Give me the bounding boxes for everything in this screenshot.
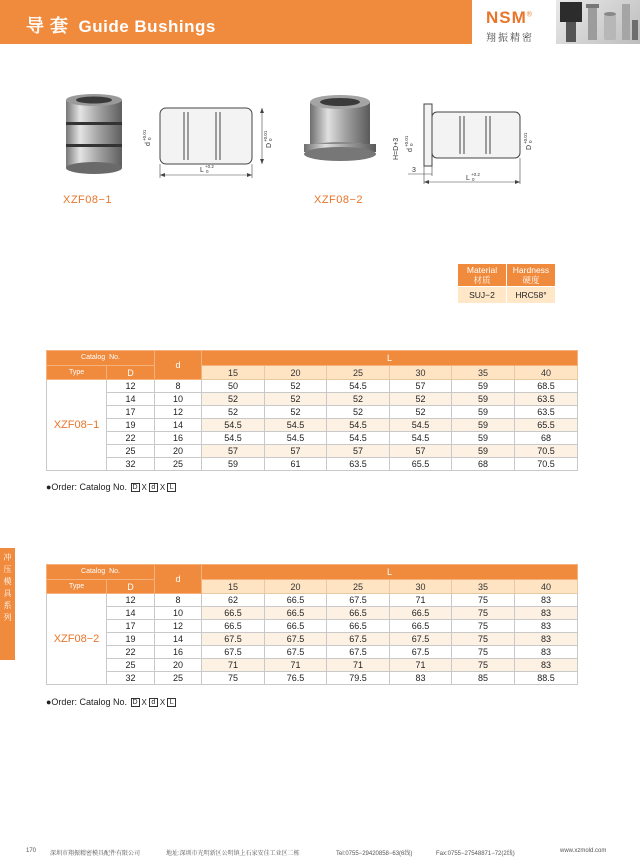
value-cell: 52 xyxy=(265,393,327,406)
side-tab-char: 系 xyxy=(3,601,12,610)
order-x: X xyxy=(159,483,166,492)
value-cell: 54.5 xyxy=(390,419,452,432)
value-cell: 57 xyxy=(265,445,327,458)
order-label: ●Order: xyxy=(46,697,77,707)
L-header: L xyxy=(202,351,578,366)
d-cell: 20 xyxy=(155,445,202,458)
value-cell: 83 xyxy=(515,607,578,620)
value-cell: 52 xyxy=(202,406,265,419)
D-cell: 25 xyxy=(107,659,155,672)
bushing-xzf08-1-drawing xyxy=(138,98,278,186)
value-cell: 63.5 xyxy=(515,406,578,419)
value-cell: 57 xyxy=(327,445,390,458)
value-cell: 54.5 xyxy=(202,419,265,432)
no-label: No. xyxy=(109,354,120,361)
table-row xyxy=(47,646,578,659)
logo-text: NSM xyxy=(486,8,527,27)
value-cell: 71 xyxy=(390,594,452,607)
value-cell: 71 xyxy=(327,659,390,672)
value-cell: 63.5 xyxy=(515,393,578,406)
type-name-cell: XZF08−1 xyxy=(47,380,107,471)
spec-material-header xyxy=(458,264,507,287)
value-cell: 88.5 xyxy=(515,672,578,685)
d-cell: 8 xyxy=(155,594,202,607)
footer-address: 地址:深圳市光明新区公明镇上石家安佳工业区二栋 xyxy=(166,851,300,857)
value-cell: 52 xyxy=(202,393,265,406)
table-row xyxy=(47,594,578,607)
value-cell: 57 xyxy=(390,445,452,458)
d-cell: 16 xyxy=(155,432,202,445)
header-bar xyxy=(0,0,472,44)
value-cell: 52 xyxy=(327,406,390,419)
value-cell: 54.5 xyxy=(390,432,452,445)
drawing2-L-label: L xyxy=(466,175,470,182)
spec-hardness-header xyxy=(507,264,556,287)
L-value-header: 15 xyxy=(202,580,265,594)
value-cell: 67.5 xyxy=(390,633,452,646)
value-cell: 54.5 xyxy=(265,419,327,432)
d-cell: 25 xyxy=(155,672,202,685)
spec-hardness-en: Hardness xyxy=(512,265,550,275)
value-cell: 71 xyxy=(265,659,327,672)
table-row xyxy=(47,659,578,672)
catalog-no-header xyxy=(47,351,155,366)
order-L-box: L xyxy=(167,483,176,492)
drawing2-flange-label: 3 xyxy=(412,167,416,174)
spec-material-value: SUJ−2 xyxy=(458,287,507,304)
value-cell: 54.5 xyxy=(327,432,390,445)
order-format-2 xyxy=(46,697,177,707)
drawing2-d-label: d xyxy=(407,148,414,152)
value-cell: 52 xyxy=(265,380,327,393)
value-cell: 65.5 xyxy=(515,419,578,432)
side-tab-text xyxy=(0,552,15,624)
value-cell: 54.5 xyxy=(265,432,327,445)
value-cell: 59 xyxy=(452,432,515,445)
order-x: X xyxy=(141,483,147,492)
value-cell: 67.5 xyxy=(202,633,265,646)
value-cell: 66.5 xyxy=(265,594,327,607)
drawing2-d-tol-zero: 0 xyxy=(409,143,414,146)
D-cell: 19 xyxy=(107,419,155,432)
order-format-1 xyxy=(46,482,177,492)
no-label: No. xyxy=(109,568,120,575)
dimension-table-xzf08-1 xyxy=(46,350,578,471)
value-cell: 75 xyxy=(452,633,515,646)
L-value-header: 35 xyxy=(452,366,515,380)
L-header: L xyxy=(202,565,578,580)
value-cell: 57 xyxy=(202,445,265,458)
side-tab-char: 冲 xyxy=(3,553,12,562)
value-cell: 66.5 xyxy=(202,607,265,620)
table-row xyxy=(47,406,578,419)
D-cell: 22 xyxy=(107,646,155,659)
d-cell: 12 xyxy=(155,406,202,419)
value-cell: 62 xyxy=(202,594,265,607)
value-cell: 79.5 xyxy=(327,672,390,685)
table-row xyxy=(47,445,578,458)
value-cell: 66.5 xyxy=(327,620,390,633)
d-cell: 10 xyxy=(155,393,202,406)
order-x: X xyxy=(159,698,166,707)
order-d-box: d xyxy=(149,698,158,707)
order-D-box: D xyxy=(132,699,138,707)
bushing-xzf08-1-photo xyxy=(60,92,130,176)
spec-hardness-cn: 硬度 xyxy=(522,275,540,285)
D-cell: 14 xyxy=(107,607,155,620)
spec-material-cn: 材质 xyxy=(473,275,491,285)
D-cell: 12 xyxy=(107,380,155,393)
value-cell: 83 xyxy=(515,620,578,633)
dimension-table-xzf08-2 xyxy=(46,564,578,685)
value-cell: 66.5 xyxy=(390,607,452,620)
drawing1-d-tol-pos: +0.01 xyxy=(142,129,147,141)
drawing1-L-tol-zero: 0 xyxy=(206,169,209,174)
value-cell: 59 xyxy=(452,393,515,406)
table-row xyxy=(47,393,578,406)
value-cell: 66.5 xyxy=(390,620,452,633)
D-header: D xyxy=(107,580,155,594)
footer-company: 深圳市翔振精密模具配件有限公司 xyxy=(50,851,141,857)
value-cell: 59 xyxy=(202,458,265,471)
drawing2-D-tol-pos: +0.01 xyxy=(523,132,528,144)
order-x: X xyxy=(141,698,147,707)
value-cell: 75 xyxy=(452,646,515,659)
drawing1-L-tol-pos: +0.2 xyxy=(205,164,214,169)
value-cell: 75 xyxy=(452,659,515,672)
drawing2-D-tol-zero: 0 xyxy=(528,140,533,143)
L-value-header: 40 xyxy=(515,580,578,594)
value-cell: 66.5 xyxy=(265,607,327,620)
value-cell: 83 xyxy=(515,633,578,646)
catalog-no-header xyxy=(47,565,155,580)
bushing-xzf08-2-photo xyxy=(300,94,380,166)
drawing1-D-label: D xyxy=(266,142,273,148)
D-cell: 25 xyxy=(107,445,155,458)
drawing1-D-tol-zero: 0 xyxy=(268,138,273,141)
table-row xyxy=(47,633,578,646)
value-cell: 70.5 xyxy=(515,458,578,471)
value-cell: 66.5 xyxy=(265,620,327,633)
L-value-header: 15 xyxy=(202,366,265,380)
value-cell: 66.5 xyxy=(327,607,390,620)
value-cell: 61 xyxy=(265,458,327,471)
bushing-xzf08-2-drawing xyxy=(388,98,538,190)
value-cell: 59 xyxy=(452,380,515,393)
value-cell: 67.5 xyxy=(390,646,452,659)
value-cell: 67.5 xyxy=(327,594,390,607)
d-cell: 8 xyxy=(155,380,202,393)
L-value-header: 25 xyxy=(327,366,390,380)
page-title-en: Guide Bushings xyxy=(78,17,216,36)
D-cell: 22 xyxy=(107,432,155,445)
d-cell: 20 xyxy=(155,659,202,672)
table-row xyxy=(47,419,578,432)
value-cell: 65.5 xyxy=(390,458,452,471)
table-row xyxy=(47,380,578,393)
value-cell: 52 xyxy=(390,393,452,406)
table-row xyxy=(47,620,578,633)
value-cell: 83 xyxy=(515,594,578,607)
value-cell: 63.5 xyxy=(327,458,390,471)
L-value-header: 20 xyxy=(265,580,327,594)
footer-web: www.xzmold.com xyxy=(560,848,607,854)
table-row xyxy=(47,607,578,620)
value-cell: 75 xyxy=(452,607,515,620)
D-cell: 12 xyxy=(107,594,155,607)
value-cell: 83 xyxy=(515,646,578,659)
value-cell: 52 xyxy=(327,393,390,406)
side-tab-char: 压 xyxy=(3,565,12,574)
table-row xyxy=(47,672,578,685)
logo-mark: ® xyxy=(526,11,532,19)
catalog-label: Catalog xyxy=(81,354,106,361)
value-cell: 52 xyxy=(390,406,452,419)
D-cell: 32 xyxy=(107,458,155,471)
brand-logo xyxy=(486,8,550,44)
drawing1-d-tol-zero: 0 xyxy=(147,137,152,140)
side-tab-char: 模 xyxy=(3,577,12,586)
drawing1-D-tol-pos: +0.01 xyxy=(263,130,268,142)
D-header: D xyxy=(107,366,155,380)
value-cell: 67.5 xyxy=(265,646,327,659)
value-cell: 54.5 xyxy=(327,419,390,432)
type-header: Type xyxy=(47,366,107,380)
drawing1-d-label: d xyxy=(145,142,152,146)
value-cell: 50 xyxy=(202,380,265,393)
order-D-box: D xyxy=(132,484,138,492)
d-cell: 25 xyxy=(155,458,202,471)
order-label: ●Order: xyxy=(46,482,77,492)
table-row xyxy=(47,432,578,445)
d-cell: 10 xyxy=(155,607,202,620)
value-cell: 68 xyxy=(515,432,578,445)
value-cell: 68 xyxy=(452,458,515,471)
type-name-cell: XZF08−2 xyxy=(47,594,107,685)
side-tab-char: 具 xyxy=(3,589,12,598)
order-L-box: L xyxy=(167,698,176,707)
L-value-header: 30 xyxy=(390,580,452,594)
drawing2-L-tol-zero: 0 xyxy=(472,177,475,182)
value-cell: 83 xyxy=(390,672,452,685)
drawing2-d-tol-pos: +0.01 xyxy=(404,135,409,147)
page-number: 170 xyxy=(26,848,37,854)
value-cell: 52 xyxy=(265,406,327,419)
value-cell: 59 xyxy=(452,406,515,419)
value-cell: 67.5 xyxy=(327,633,390,646)
drawing1-L-label: L xyxy=(200,167,204,174)
value-cell: 75 xyxy=(452,620,515,633)
L-value-header: 25 xyxy=(327,580,390,594)
value-cell: 76.5 xyxy=(265,672,327,685)
value-cell: 75 xyxy=(202,672,265,685)
logo-subtitle: 翔振精密 xyxy=(486,33,534,44)
L-value-header: 35 xyxy=(452,580,515,594)
value-cell: 71 xyxy=(390,659,452,672)
table-row xyxy=(47,458,578,471)
page-title-cn: 导 套 xyxy=(26,16,69,36)
value-cell: 83 xyxy=(515,659,578,672)
D-cell: 32 xyxy=(107,672,155,685)
order-catalog-label: Catalog No. xyxy=(79,697,127,707)
part-label-xzf08-1: XZF08−1 xyxy=(63,194,113,206)
parts-photo xyxy=(556,0,640,44)
value-cell: 67.5 xyxy=(327,646,390,659)
d-cell: 16 xyxy=(155,646,202,659)
side-tab-char: 列 xyxy=(3,613,12,622)
value-cell: 70.5 xyxy=(515,445,578,458)
d-cell: 12 xyxy=(155,620,202,633)
value-cell: 67.5 xyxy=(265,633,327,646)
d-cell: 14 xyxy=(155,633,202,646)
d-header: d xyxy=(155,565,202,594)
part-label-xzf08-2: XZF08−2 xyxy=(314,194,364,206)
d-cell: 14 xyxy=(155,419,202,432)
order-catalog-label: Catalog No. xyxy=(79,482,127,492)
value-cell: 71 xyxy=(202,659,265,672)
drawing2-D-label: D xyxy=(526,144,533,150)
material-spec-table xyxy=(457,263,556,304)
value-cell: 59 xyxy=(452,445,515,458)
D-cell: 19 xyxy=(107,633,155,646)
D-cell: 17 xyxy=(107,406,155,419)
footer-tel: Tel:0755−29420858−63(6线) xyxy=(336,851,413,857)
L-value-header: 30 xyxy=(390,366,452,380)
D-cell: 17 xyxy=(107,620,155,633)
value-cell: 54.5 xyxy=(327,380,390,393)
type-header: Type xyxy=(47,580,107,594)
spec-material-en: Material xyxy=(466,265,498,275)
drawing2-L-tol-pos: +0.2 xyxy=(471,172,480,177)
d-header: d xyxy=(155,351,202,380)
L-value-header: 40 xyxy=(515,366,578,380)
value-cell: 57 xyxy=(390,380,452,393)
value-cell: 59 xyxy=(452,419,515,432)
section-side-tab xyxy=(0,548,15,660)
page-title xyxy=(26,12,216,38)
value-cell: 54.5 xyxy=(202,432,265,445)
value-cell: 68.5 xyxy=(515,380,578,393)
spec-hardness-value: HRC58° xyxy=(507,287,556,304)
value-cell: 66.5 xyxy=(202,620,265,633)
L-value-header: 20 xyxy=(265,366,327,380)
drawing2-H-label: H=D+3 xyxy=(393,137,400,160)
value-cell: 85 xyxy=(452,672,515,685)
value-cell: 75 xyxy=(452,594,515,607)
D-cell: 14 xyxy=(107,393,155,406)
order-d-box: d xyxy=(149,483,158,492)
footer-fax: Fax:0755−27548871−72(2线) xyxy=(436,851,515,857)
catalog-label: Catalog xyxy=(81,568,106,575)
page-footer xyxy=(0,838,640,864)
value-cell: 67.5 xyxy=(202,646,265,659)
